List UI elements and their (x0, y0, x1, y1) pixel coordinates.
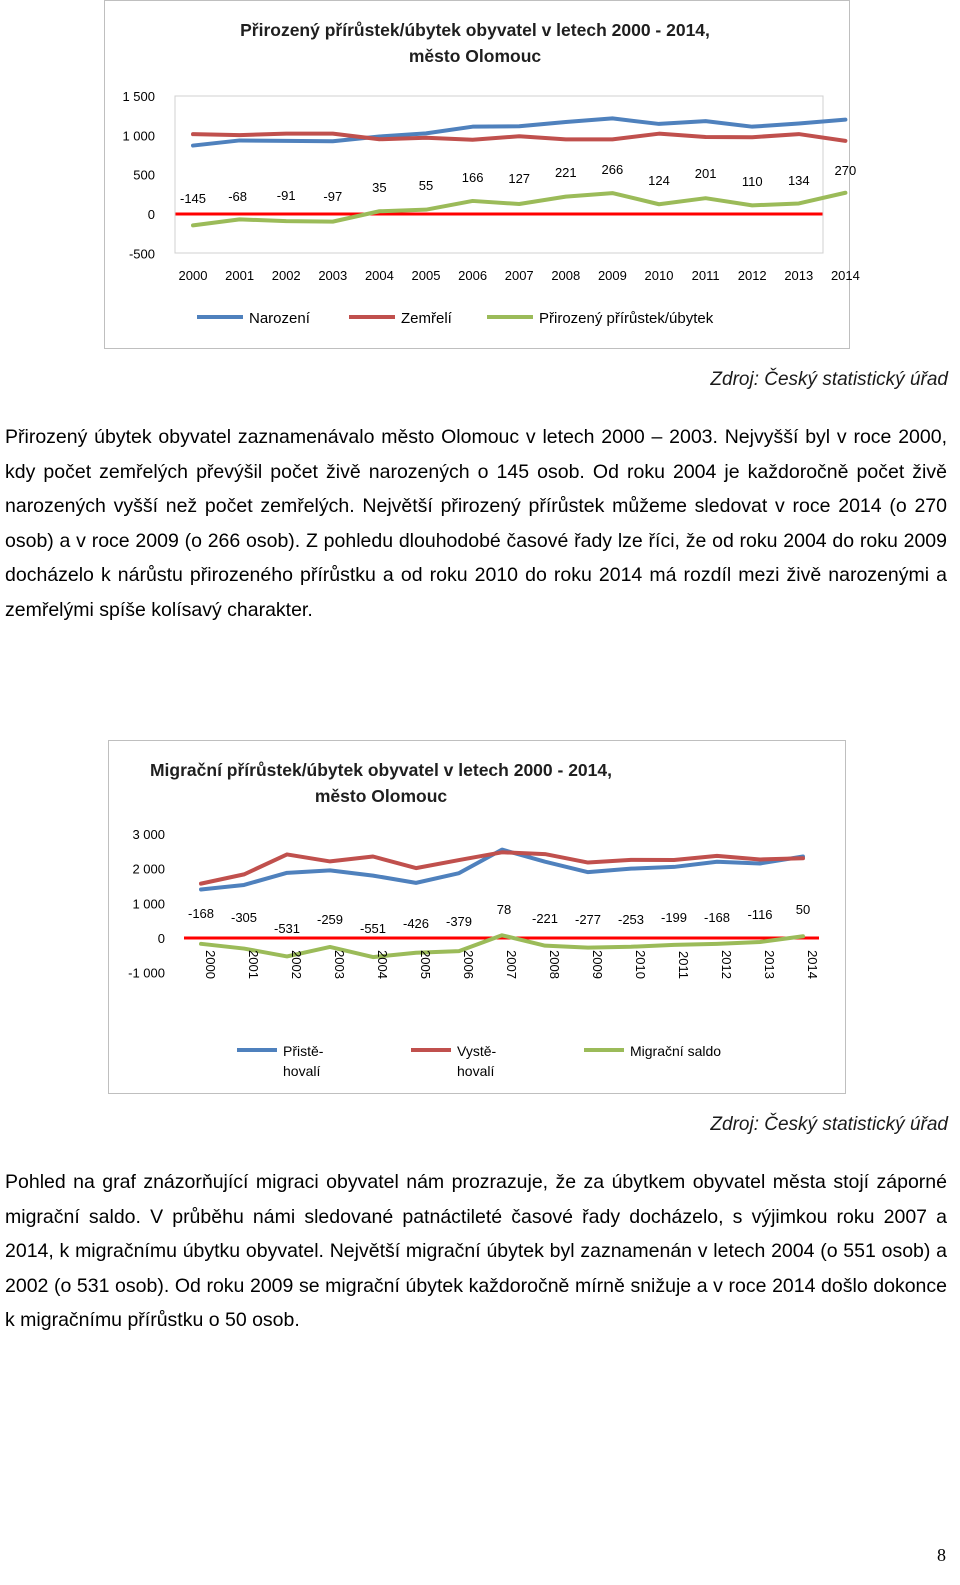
y-tick-label: 0 (157, 931, 165, 946)
data-label: -145 (179, 191, 207, 206)
chart-title-line: Přirozený přírůstek/úbytek obyvatel v letech 2000 - 2014, (240, 20, 710, 40)
data-label: 266 (601, 162, 624, 177)
y-tick-label: 1 500 (122, 89, 155, 104)
y-tick-label: -1 000 (128, 965, 165, 981)
x-tick-label: 2014 (805, 950, 820, 979)
x-tick-label: 2009 (590, 950, 605, 979)
data-label: 127 (508, 171, 531, 186)
data-label: -168 (703, 910, 731, 925)
x-tick-label: 2003 (332, 950, 347, 979)
x-tick-label: 2009 (597, 268, 627, 283)
x-tick-label: 2012 (719, 950, 734, 979)
y-tick-label: 1 000 (122, 128, 155, 144)
data-label: -531 (273, 921, 301, 936)
x-tick-label: 2013 (762, 950, 777, 979)
x-tick-label: 2000 (178, 268, 208, 283)
x-tick-label: 2007 (504, 268, 534, 283)
legend-label: Migrační saldo (630, 1043, 722, 1059)
chart-natural-increase (104, 0, 860, 349)
x-tick-label: 2004 (364, 268, 394, 283)
y-tick-label: 1 000 (132, 896, 165, 912)
x-tick-label: 2002 (271, 268, 301, 283)
chart-migration-svg (109, 741, 845, 1093)
paragraph-migration: Pohled na graf znázorňující migraci obyvatel nám prozrazuje, že za úbytkem obyvatel města stojí záporné migrační saldo. V průběhu námi sledované patnáctileté časové řady docházelo, s výjimkou roku 2007 a 2014, k migračnímu úbytku obyvatel. Největší migrační úbytek byl zaznamenán v letech 2004 (o 551 osob) a 2002 (o 531 osob). Od roku 2009 se migrační úbytek každoročně mírně snižuje a v roce 2014 došlo dokonce k migračnímu přírůstku o 50 osob. (5, 1171, 947, 1332)
y-tick-label: 2 000 (132, 861, 165, 877)
chart-title-line: město Olomouc (408, 46, 542, 66)
x-tick-label: 2014 (830, 268, 860, 283)
x-tick-label: 2011 (676, 951, 691, 979)
data-label: 134 (787, 173, 810, 188)
data-label: -379 (445, 914, 473, 929)
y-tick-label: 0 (147, 207, 155, 222)
x-tick-label: 2003 (318, 268, 348, 283)
plot-area (175, 96, 823, 253)
x-tick-label: 2010 (633, 950, 648, 979)
x-tick-label: 2007 (504, 950, 519, 979)
data-label: -277 (574, 912, 602, 927)
x-tick-label: 2008 (547, 950, 562, 979)
source-note-2: Zdroj: Český statistický úřad (710, 1114, 948, 1135)
chart-title-line: město Olomouc (314, 786, 448, 806)
paragraph-natural-increase: Přirozený úbytek obyvatel zaznamenávalo město Olomouc v letech 2000 – 2003. Nejvyšší byl v roce 2000, kdy počet zemřelých převýšil počet živě narozených o 145 osob. Od roku 2004 je každoročně počet živě narozených vyšší než počet zemřelých. Největší přirozený přírůstek můžeme sledovat v roce 2014 (o 270 osob) a v roce 2009 (o 266 osob). Z pohledu dlouhodobé časové řady lze říci, že od roku 2004 do roku 2009 docházelo k nárůstu přirozeného přírůstku a od roku 2010 do roku 2014 má rozdíl mezi živě narozenými a zemřelými spíše kolísavý charakter. (5, 426, 947, 621)
y-tick-label: 3 000 (132, 827, 165, 842)
data-label: 166 (461, 170, 484, 185)
legend-label: Zemřelí (401, 310, 452, 327)
legend-label: hovalí (283, 1063, 321, 1079)
x-tick-label: 2004 (375, 950, 390, 979)
data-label: 270 (834, 163, 857, 178)
legend-label: hovalí (457, 1063, 495, 1079)
x-tick-label: 2005 (418, 950, 433, 979)
x-tick-label: 2000 (203, 950, 218, 979)
y-tick-label: 500 (133, 167, 155, 183)
legend-label: Přistě- (283, 1043, 324, 1059)
x-tick-label: 2006 (461, 950, 476, 979)
series-line-2 (201, 852, 803, 883)
x-tick-label: 2001 (225, 268, 255, 283)
data-label: -116 (747, 907, 773, 922)
data-label: 50 (795, 902, 811, 917)
x-tick-label: 2011 (691, 268, 720, 283)
data-label: -199 (660, 910, 688, 925)
legend-label: Narození (249, 310, 310, 327)
chart-natural-increase-svg (105, 1, 860, 348)
data-label: 221 (554, 165, 577, 180)
x-tick-label: 2002 (289, 950, 304, 979)
chart-title-line: Migrační přírůstek/úbytek obyvatel v letech 2000 - 2014, (149, 760, 613, 780)
legend-label: Vystě- (457, 1043, 497, 1059)
x-tick-label: 2010 (644, 268, 674, 283)
data-label: -305 (230, 910, 258, 925)
data-label: -253 (617, 912, 645, 927)
data-label: 110 (741, 174, 763, 189)
data-label: -221 (531, 911, 559, 926)
data-label: 35 (372, 180, 387, 195)
data-label: 55 (418, 178, 434, 193)
page-number: 8 (937, 1545, 946, 1565)
data-label: -91 (276, 188, 296, 203)
data-label: -551 (359, 921, 387, 936)
source-note-1: Zdroj: Český statistický úřad (710, 369, 948, 390)
y-tick-label: -500 (128, 246, 155, 262)
data-label: -426 (402, 916, 430, 931)
legend-label: Přirozený přírůstek/úbytek (539, 310, 714, 327)
x-tick-label: 2013 (784, 268, 814, 283)
data-label: -68 (228, 189, 247, 204)
x-tick-label: 2008 (551, 268, 581, 283)
x-tick-label: 2001 (246, 950, 261, 979)
x-tick-label: 2012 (737, 268, 767, 283)
chart-migration (108, 740, 846, 1094)
data-label: -259 (316, 912, 344, 927)
x-tick-label: 2005 (411, 268, 441, 283)
data-label: 78 (496, 902, 512, 917)
data-label: 201 (694, 166, 717, 181)
data-label: -168 (187, 906, 215, 921)
data-label: 124 (648, 173, 670, 188)
x-tick-label: 2006 (458, 268, 488, 283)
data-label: -97 (323, 189, 343, 204)
